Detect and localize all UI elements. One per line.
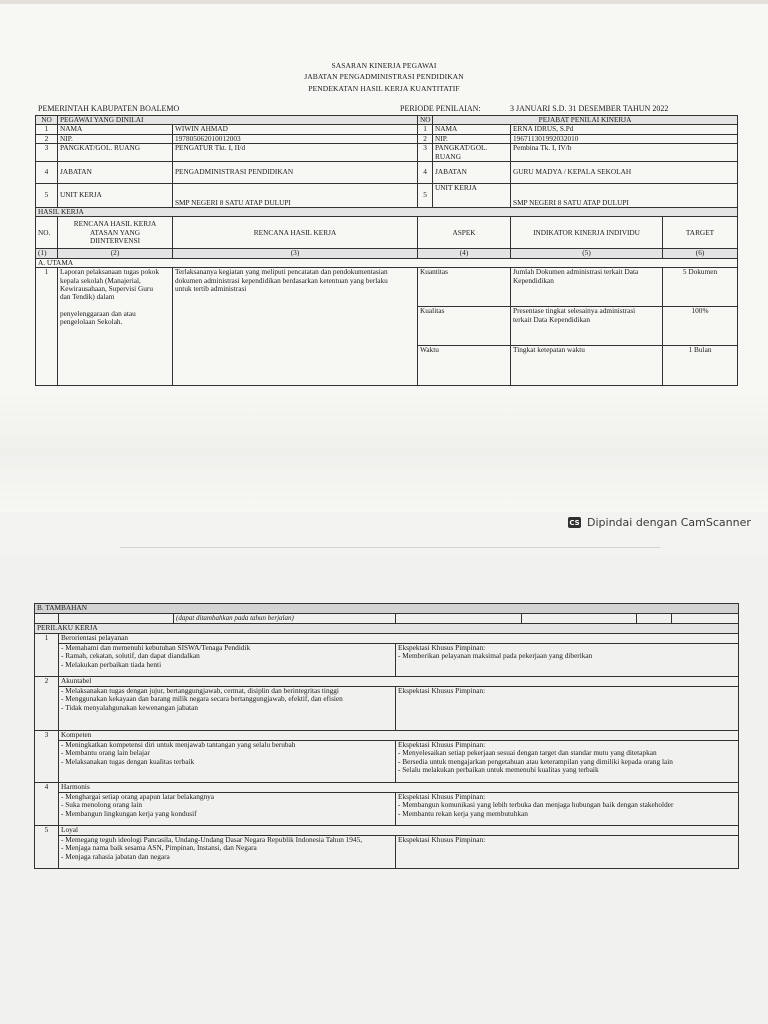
ekspektasi-label: Ekspektasi Khusus Pimpinan: [398,792,486,801]
row-label: PANGKAT/GOL. RUANG [433,144,511,162]
camscanner-logo-icon: CS [569,518,580,527]
ekspektasi-label: Ekspektasi Khusus Pimpinan: [398,686,486,695]
row-value: SMP NEGERI 8 SATU ATAP DULUPI [511,183,738,207]
perilaku-title: Loyal [59,826,739,836]
ekspektasi-point: - Menyelesaikan setiap pekerjaan sesuai dengan target dan standar mutu yang ditetapkan [398,748,657,758]
periode-label: PERIODE PENILAIAN: [400,104,481,113]
perilaku-point: - Melaksanakan tugas dengan kualitas terbaik [61,756,195,766]
blank-cell [35,614,59,624]
col-number: (5) [511,249,663,258]
perilaku-points [59,836,396,869]
ekspektasi-label: Ekspektasi Khusus Pimpinan: [398,835,486,844]
perilaku-points [59,741,396,783]
utama-intervensi [58,268,173,386]
perilaku-point: - Membantu orang lain belajar [61,748,150,758]
col-number: (4) [418,249,511,258]
perilaku-points [59,793,396,826]
ekspektasi-label: Ekspektasi Khusus Pimpinan: [398,740,486,749]
row-value: GURU MADYA / KEPALA SEKOLAH [511,161,738,183]
pejabat-header: PEJABAT PENILAI KINERJA [433,116,738,125]
row-value: ERNA IDRUS, S.Pd [511,125,738,134]
col-no-header-2: NO [418,116,433,125]
col-number: (2) [58,249,173,258]
indikator-waktu: Tingkat ketepatan waktu [511,346,663,386]
ekspektasi-point: - Bersedia untuk mengajarkan pengetahuan atau keterampilan yang dimiliki kepada orang lain [398,756,673,766]
perilaku-point: - Membangun lingkungan kerja yang kondusif [61,808,197,818]
row-value: Pembina Tk. I, IV/b [511,144,738,162]
perilaku-no: 3 [35,731,59,783]
doc-title-line-2: JABATAN PENGADMINISTRASI PENDIDIKAN [304,72,464,81]
tambahan-note: (dapat ditambahkan pada tahun berjalan) [174,614,396,624]
target-kualitas: 100% [663,307,738,346]
scan-shadow [0,392,768,512]
blank-cell [672,614,739,624]
periode-header [400,104,700,113]
intervensi-header-line: RENCANA HASIL KERJA [73,219,157,229]
row-value: PENGADMINISTRASI PENDIDIKAN [173,161,418,183]
intervensi-line: Kewirausahaan, Supervisi Guru [60,283,154,293]
perilaku-point: - Menghargai setiap orang apapun latar belakangnya [61,792,215,801]
blank-cell [396,614,522,624]
perilaku-title: Akuntabel [59,677,739,687]
aspek-kuantitas: Kuantitas [418,268,511,307]
ekspektasi-cell [396,644,739,677]
perilaku-no: 2 [35,677,59,731]
blank-cell [59,614,174,624]
row-value: WIWIN AHMAD [173,125,418,134]
utama-rencana [173,268,418,386]
row-label: NAMA [433,125,511,134]
indikator-kualitas [511,307,663,346]
perilaku-point: - Melaksanakan tugas dengan jujur, bertanggungjawab, cermat, disiplin dan berintegritas tinggi [61,686,339,695]
intervensi-line: penyelenggaraan dan atau [60,308,136,318]
ekspektasi-cell [396,793,739,826]
instansi-label: PEMERINTAH KABUPATEN BOALEMO [38,104,180,113]
row-no: 4 [36,161,58,183]
indikator-line: Jumlah Dokumen administrasi terkait Data [513,267,639,277]
intervensi-header-line: ATASAN YANG [89,227,141,237]
perilaku-point: - Memahami dan memenuhi kebutuhan SISWA/Tenaga Pendidik [61,643,251,652]
perilaku-point: - Melakukan perbaikan tiada henti [61,659,162,669]
row-label: NIP. [58,134,173,143]
perilaku-point: - Menjaga rahasia jabatan dan negara [61,851,170,861]
doc-title-line-1: SASARAN KINERJA PEGAWAI [331,61,437,70]
hk-col-no: NO. [36,217,58,249]
aspek-waktu: Waktu [418,346,511,386]
perilaku-point: - Memegang teguh ideologi Pancasila, Undang-Undang Dasar Negara Republik Indonesia Tahun 1945, [61,835,363,844]
col-number: (1) [36,249,58,258]
row-value: PENGATUR Tkt. I, II/d [173,144,418,162]
perilaku-title: Harmonis [59,783,739,793]
col-number: (6) [663,249,738,258]
perilaku-point: - Meningkatkan kompetensi diri untuk menjawab tantangan yang selalu berubah [61,740,296,749]
row-label: JABATAN [58,161,173,183]
col-number: (3) [173,249,418,258]
row-label: PANGKAT/GOL. RUANG [58,144,173,162]
perilaku-title: Berorientasi pelayanan [59,634,739,644]
perilaku-point: - Suka menolong orang lain [61,800,143,810]
intervensi-line: kepala sekolah (Manajerial, [60,275,141,285]
ekspektasi-label: Ekspektasi Khusus Pimpinan: [398,643,486,652]
ekspektasi-cell [396,687,739,731]
perilaku-point: - Menggunakan kekayaan dan barang milik negara secara bertanggungjawab, efektif, dan efisien [61,694,343,704]
periode-value: 3 JANUARI S.D. 31 DESEMBER TAHUN 2022 [510,104,669,113]
perilaku-points [59,644,396,677]
row-label: JABATAN [433,161,511,183]
perilaku-no: 1 [35,634,59,677]
perilaku-kerja-table [34,603,739,869]
row-no: 2 [418,134,433,143]
page-divider [120,547,660,548]
col-no-header: NO [36,116,58,125]
hk-col-target: TARGET [663,217,738,249]
row-label: UNIT KERJA [433,183,511,207]
row-no: 5 [36,183,58,207]
row-value: 197805062010012003 [173,134,418,143]
perilaku-point: - Ramah, cekatan, solutif, dan dapat diandalkan [61,651,200,661]
row-no: 3 [418,144,433,162]
perilaku-point: - Tidak menyalahgunakan kewenangan jabatan [61,702,198,712]
ekspektasi-point: - Membantu rekan kerja yang membutuhkan [398,808,528,818]
hk-col-indikator: INDIKATOR KINERJA INDIVIDU [511,217,663,249]
rencana-line: dokumen administrasi kependidikan berdasarkan ketentuan yang berlaku [175,275,388,285]
row-value: 196711301992032010 [511,134,738,143]
section-a-label: A. UTAMA [36,258,738,267]
hasil-kerja-label: HASIL KERJA [36,207,738,216]
intervensi-header-line: DIINTERVENSI [89,236,141,246]
ekspektasi-cell [396,741,739,783]
row-no: 5 [418,183,433,207]
target-waktu: 1 Bulan [663,346,738,386]
target-kuantitas: 5 Dokumen [663,268,738,307]
row-value: SMP NEGERI 8 SATU ATAP DULUPI [173,183,418,207]
indikator-line: Presentase tingkat selesainya administrasi [513,306,636,316]
row-label: UNIT KERJA [58,183,173,207]
indikator-line: Kependidikan [513,275,554,285]
row-no: 4 [418,161,433,183]
camscanner-watermark [568,516,751,529]
hk-col-rencana: RENCANA HASIL KERJA [173,217,418,249]
rencana-line: untuk tertib administrasi [175,283,247,293]
row-label: NIP. [433,134,511,143]
intervensi-line: pengelolaan Sekolah. [60,317,123,327]
intervensi-line: dan Tendik) dalam [60,292,115,302]
utama-row-no: 1 [36,268,58,386]
ekspektasi-cell [396,836,739,869]
intervensi-line: Laporan pelaksanaan tugas pokok [60,267,160,277]
indikator-kuantitas [511,268,663,307]
indikator-line: terkait Data Kependidikan [513,314,591,324]
skp-main-table [35,115,738,386]
perilaku-kerja-label: PERILAKU KERJA [35,624,739,634]
rencana-line: Terlaksananya kegiatan yang meliputi pencatatan dan pendokumentasian [175,267,388,277]
pegawai-header: PEGAWAI YANG DINILAI [58,116,418,125]
ekspektasi-point: - Membangun komunikasi yang lebih terbuka dan menjaga hubungan baik dengan stakeholder [398,800,674,810]
blank-cell [522,614,637,624]
perilaku-points [59,687,396,731]
camscanner-text: Dipindai dengan CamScanner [587,516,751,529]
perilaku-point: - Menjaga nama baik sesama ASN, Pimpinan, Instansi, dan Negara [61,843,257,853]
blank-cell [637,614,672,624]
ekspektasi-point: - Memberikan pelayanan maksimal pada pekerjaan yang diberikan [398,651,593,661]
hk-col-intervensi [58,217,173,249]
page-edge [0,0,768,4]
perilaku-no: 4 [35,783,59,826]
perilaku-no: 5 [35,826,59,869]
section-b-label: B. TAMBAHAN [35,604,739,614]
row-no: 1 [418,125,433,134]
perilaku-title: Kompeten [59,731,739,741]
row-label: NAMA [58,125,173,134]
ekspektasi-point: - Selalu melakukan perbaikan untuk memenuhi kualitas yang terbaik [398,765,599,775]
doc-title-line-3: PENDEKATAN HASIL KERJA KUANTITATIF [308,84,460,93]
row-no: 3 [36,144,58,162]
hk-col-aspek: ASPEK [418,217,511,249]
row-no: 1 [36,125,58,134]
aspek-kualitas: Kualitas [418,307,511,346]
row-no: 2 [36,134,58,143]
